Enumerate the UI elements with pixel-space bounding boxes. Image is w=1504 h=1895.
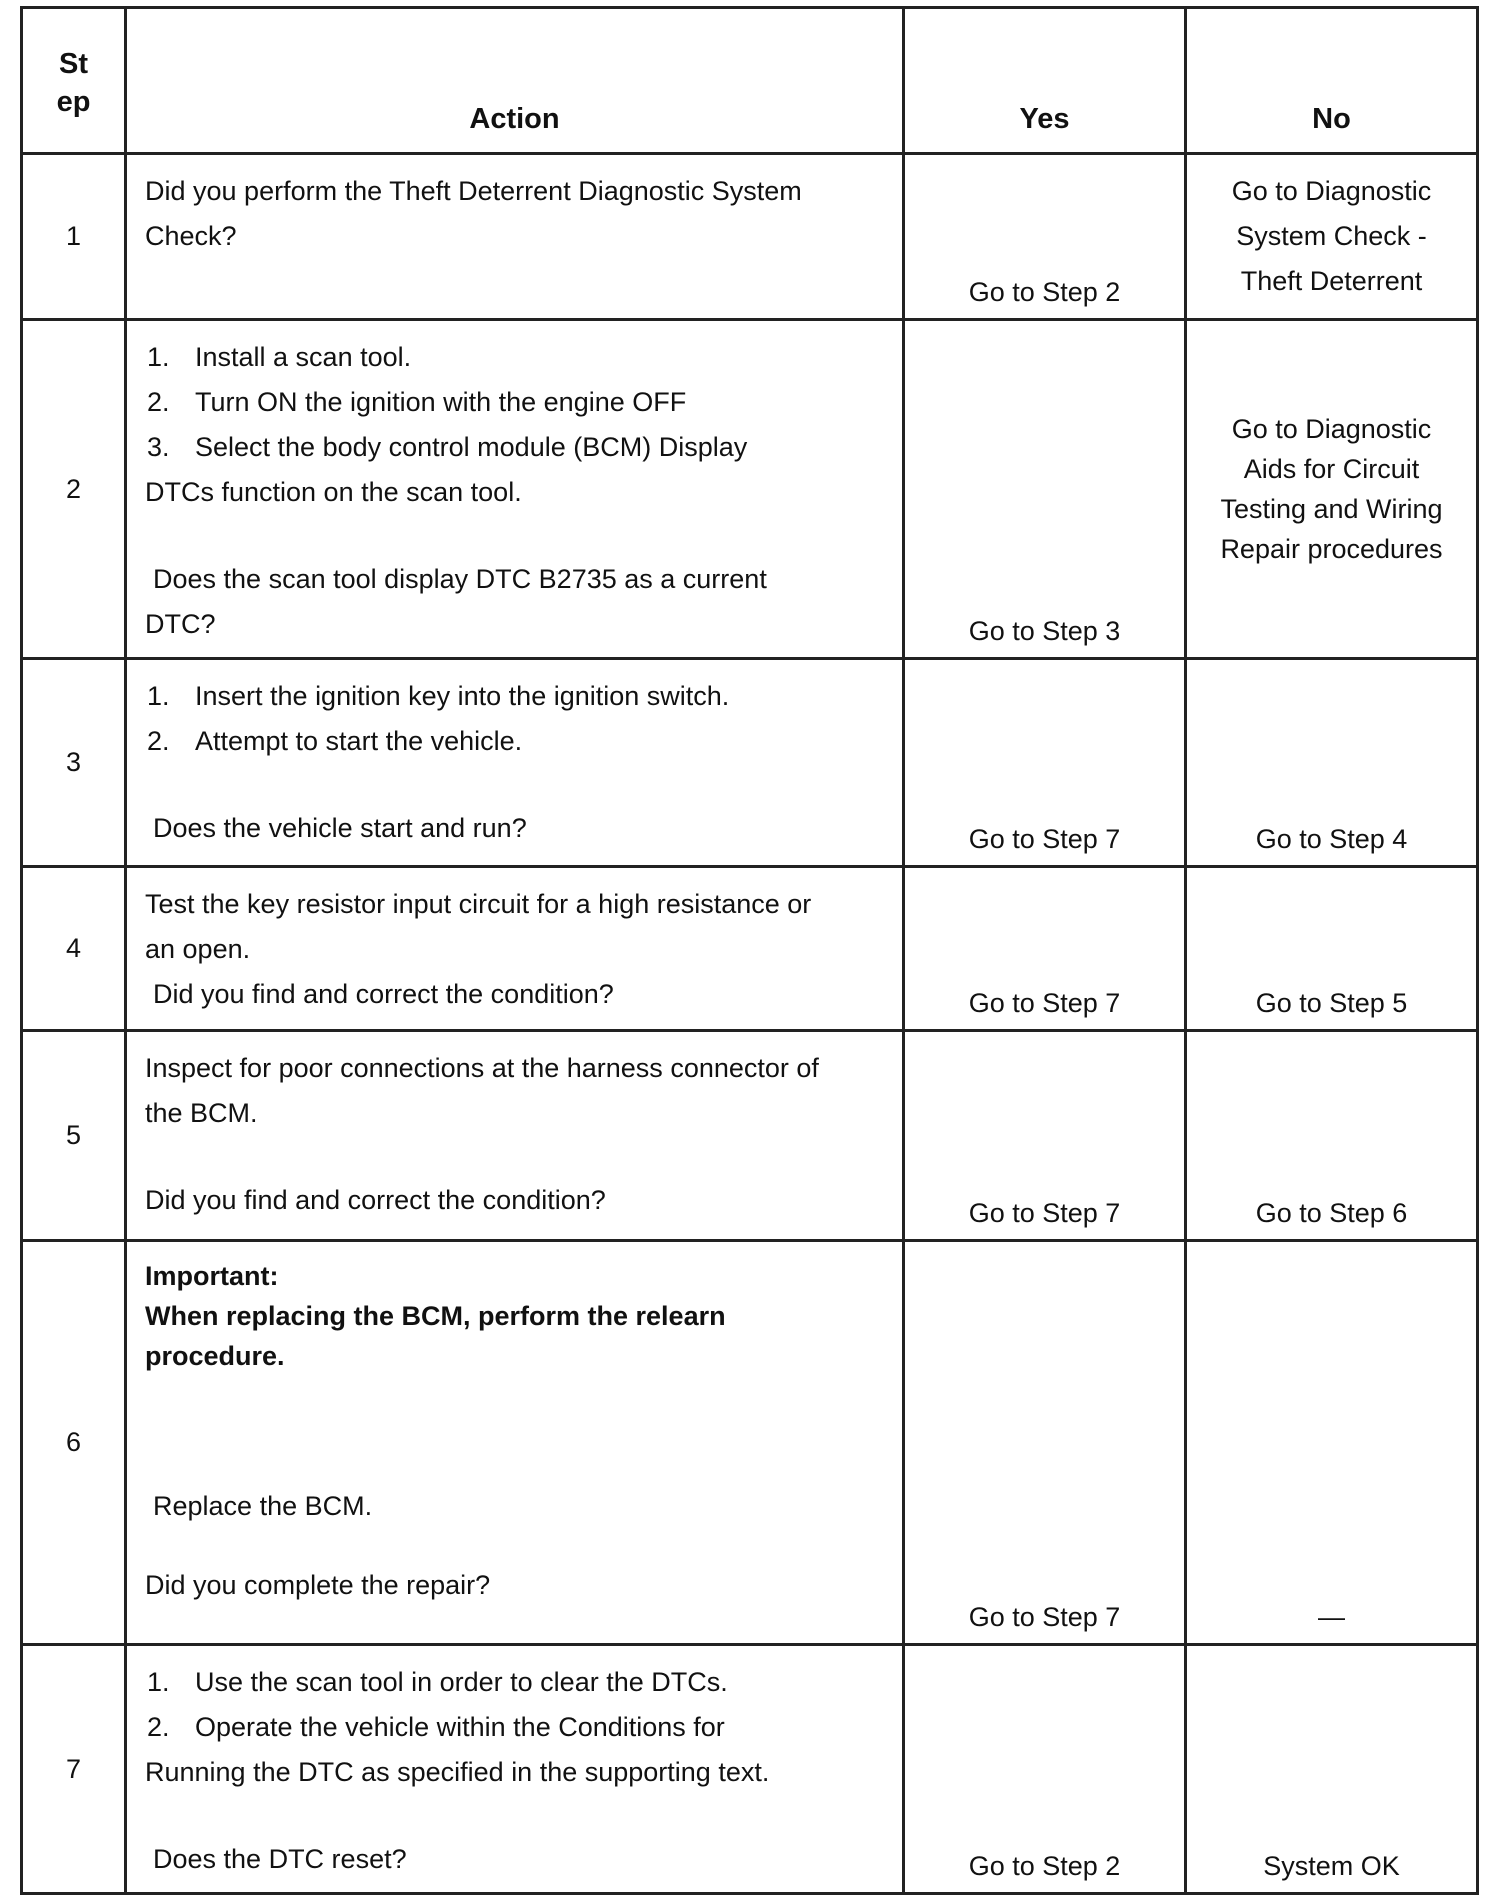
no-cell: Go to Step 4 bbox=[1186, 659, 1478, 867]
table-row bbox=[22, 1645, 1478, 1894]
yes-cell: Go to Step 7 bbox=[904, 1241, 1186, 1645]
header-action: Action bbox=[126, 8, 904, 154]
step-number: 3 bbox=[22, 659, 126, 867]
table-row bbox=[22, 154, 1478, 320]
table-row bbox=[22, 1031, 1478, 1241]
table-row bbox=[22, 1241, 1478, 1645]
header-row bbox=[22, 8, 1478, 154]
action-cell: 1. Install a scan tool. 2. Turn ON the ignition with the engine OFF 3. Select the body control module (BCM) Display DTCs function on the scan tool. Does the scan tool display DTC B2735 as a current DTC? bbox=[126, 320, 904, 659]
important-label: Important: bbox=[145, 1261, 279, 1291]
action-cell: Did you perform the Theft Deterrent Diagnostic System Check? bbox=[126, 154, 904, 320]
step-number: 1 bbox=[22, 154, 126, 320]
header-step: St ep bbox=[22, 8, 126, 154]
header-no: No bbox=[1186, 8, 1478, 154]
action-cell: Important: When replacing the BCM, perform the relearn procedure. Replace the BCM. Did you complete the repair? bbox=[126, 1241, 904, 1645]
step-number: 2 bbox=[22, 320, 126, 659]
table-row bbox=[22, 320, 1478, 659]
no-cell: System OK bbox=[1186, 1645, 1478, 1894]
no-cell: Go to Diagnostic System Check - Theft Deterrent bbox=[1186, 154, 1478, 320]
table-row bbox=[22, 867, 1478, 1031]
yes-cell: Go to Step 7 bbox=[904, 867, 1186, 1031]
diagnostic-table bbox=[20, 6, 1479, 1895]
yes-cell: Go to Step 2 bbox=[904, 154, 1186, 320]
action-cell: 1. Use the scan tool in order to clear the DTCs. 2. Operate the vehicle within the Conditions for Running the DTC as specified in the supporting text. Does the DTC reset? bbox=[126, 1645, 904, 1894]
yes-cell: Go to Step 2 bbox=[904, 1645, 1186, 1894]
yes-cell: Go to Step 3 bbox=[904, 320, 1186, 659]
no-cell: Go to Diagnostic Aids for Circuit Testing and Wiring Repair procedures bbox=[1186, 320, 1478, 659]
action-cell: Test the key resistor input circuit for a high resistance or an open. Did you find and correct the condition? bbox=[126, 867, 904, 1031]
step-number: 4 bbox=[22, 867, 126, 1031]
header-yes: Yes bbox=[904, 8, 1186, 154]
step-number: 5 bbox=[22, 1031, 126, 1241]
no-cell: Go to Step 6 bbox=[1186, 1031, 1478, 1241]
step-number: 7 bbox=[22, 1645, 126, 1894]
no-cell: Go to Step 5 bbox=[1186, 867, 1478, 1031]
no-cell: — bbox=[1186, 1241, 1478, 1645]
action-cell: Inspect for poor connections at the harness connector of the BCM. Did you find and correct the condition? bbox=[126, 1031, 904, 1241]
table-row bbox=[22, 659, 1478, 867]
yes-cell: Go to Step 7 bbox=[904, 659, 1186, 867]
step-number: 6 bbox=[22, 1241, 126, 1645]
yes-cell: Go to Step 7 bbox=[904, 1031, 1186, 1241]
action-cell: 1. Insert the ignition key into the ignition switch. 2. Attempt to start the vehicle. Does the vehicle start and run? bbox=[126, 659, 904, 867]
